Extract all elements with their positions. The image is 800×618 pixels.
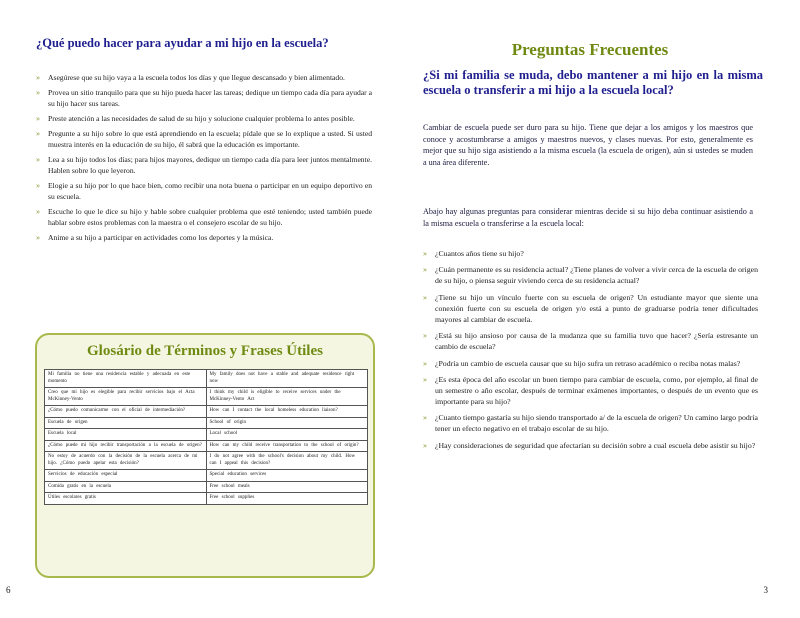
english-term: Free school meals xyxy=(206,481,368,493)
glossary-table xyxy=(44,369,368,505)
tips-list xyxy=(36,72,372,247)
table-row xyxy=(45,493,368,505)
english-term: School of origin xyxy=(206,417,368,429)
english-term: My family does not have a stable and adequate residence right now xyxy=(206,370,368,388)
double-chevron-icon: » xyxy=(36,129,40,138)
double-chevron-icon: » xyxy=(423,292,427,302)
english-term: I think my child is eligible to receive services under the McKinney-Vento Act xyxy=(206,388,368,406)
english-term: Local school xyxy=(206,429,368,441)
list-item: » ¿Es esta época del año escolar un buen tiempo para cambiar de escuela, como, por ejemplo, al final de un semestre o año escolar, después de terminar exámenes importantes, o después de un evento que es importante para su hijo? xyxy=(423,374,758,406)
double-chevron-icon: » xyxy=(423,413,427,423)
questions-list xyxy=(423,248,758,456)
english-term: How can I contact the local homeless education liaison? xyxy=(206,406,368,418)
main-question: ¿Si mi familia se muda, debo mantener a mi hijo en la misma escuela o transferir a mi hijo a la escuela local? xyxy=(423,68,763,97)
list-item: » ¿Cuantos años tiene su hijo? xyxy=(423,249,524,258)
table-row xyxy=(45,417,368,429)
glossary-box xyxy=(35,333,375,578)
list-item: » Lea a su hijo todos los días; para hijos mayores, dedique un tiempo cada día para leer juntos mentalmente. Hablen sobre lo que leyeron. xyxy=(36,155,372,175)
double-chevron-icon: » xyxy=(36,155,40,164)
page-number-left: 6 xyxy=(6,585,11,595)
double-chevron-icon: » xyxy=(423,249,427,258)
spanish-term: Mi familia no tiene una residencia estable y adecuada en este momento xyxy=(45,370,207,388)
spanish-term: ¿Cómo puedo comunicarme con el oficial de intermediación? xyxy=(45,406,207,418)
double-chevron-icon: » xyxy=(36,181,40,190)
list-item: » ¿Cuanto tiempo gastaría su hijo siendo transportado a/ de la escuela de origen? Un camino largo podría tener un efecto negativo en el trabajo escolar de su hijo. xyxy=(423,413,758,434)
table-row xyxy=(45,440,368,452)
english-term: I do not agree with the school's decision about my child. How can I appeal this decision? xyxy=(206,452,368,470)
left-heading: ¿Qué puedo hacer para ayudar a mi hijo en la escuela? xyxy=(36,36,329,50)
considerations-paragraph: Abajo hay algunas preguntas para considerar mientras decide si su hijo deba continuar asistiendo a la misma escuela o transferirse a la escuela local: xyxy=(423,207,753,228)
list-item: » Provea un sitio tranquilo para que su hijo pueda hacer las tareas; dedique un tiempo cada día para ayudar a su hijo hacer sus tareas. xyxy=(36,88,372,108)
double-chevron-icon: » xyxy=(423,265,427,275)
double-chevron-icon: » xyxy=(36,233,40,242)
english-term: How can my child receive transportation to the school of origin? xyxy=(206,440,368,452)
list-item: » Escuche lo que le dice su hijo y hable sobre cualquier problema que esté teniendo; usted también puede hablar sobre estos problemas con la maestra o el consejero escolar de su hijo. xyxy=(36,207,372,227)
glossary-title: Glosário de Términos y Frases Útiles xyxy=(87,343,323,359)
spanish-term: Creo que mi hijo es elegible para recibir servicios bajo el Acta McKinney-Vento xyxy=(45,388,207,406)
table-row xyxy=(45,388,368,406)
list-item: » ¿Cuán permanente es su residencia actual? ¿Tiene planes de volver a vivir cerca de la escuela de origen de su hijo, o piensa seguir viviendo cerca de su residencia actual? xyxy=(423,265,758,286)
page-number-right: 3 xyxy=(763,585,768,595)
list-item: » ¿Hay consideraciones de seguridad que afectarían su decisión sobre a cual escuela debe asistir su hijo? xyxy=(423,440,756,450)
spanish-term: Servicios de educación especial xyxy=(45,470,207,482)
table-row xyxy=(45,481,368,493)
english-term: Special education services xyxy=(206,470,368,482)
double-chevron-icon: » xyxy=(36,114,40,123)
list-item: » Preste atención a las necesidades de salud de su hijo y solucione cualquier problema lo antes posible. xyxy=(36,114,355,123)
right-page xyxy=(400,0,800,618)
list-item: » Anime a su hijo a participar en actividades como los deportes y la música. xyxy=(36,233,274,242)
double-chevron-icon: » xyxy=(36,88,40,97)
list-item: » ¿Tiene su hijo un vínculo fuerte con su escuela de origen? Un estudiante mayor que siente una conexión fuerte con su escuela de origen y/o está a punto de graduarse podría tener dificultades mayores al cambiar de escuela. xyxy=(423,292,758,324)
table-row xyxy=(45,370,368,388)
double-chevron-icon: » xyxy=(423,358,427,368)
table-row xyxy=(45,452,368,470)
spanish-term: ¿Cómo puede mi hijo recibir transportación a la escuela de origen? xyxy=(45,440,207,452)
spanish-term: Escuela de origen xyxy=(45,417,207,429)
list-item: » Pregunte a su hijo sobre lo que está aprendiendo en la escuela; pídale que se lo explique a usted. Si usted muestra interés en la educación de su hijo, él sabrá que la educación es importante. xyxy=(36,129,372,149)
table-row xyxy=(45,470,368,482)
table-row xyxy=(45,406,368,418)
list-item: » Asegúrese que su hijo vaya a la escuela todos los días y que llegue descansado y bien alimentado. xyxy=(36,73,345,82)
right-title: Preguntas Frecuentes xyxy=(511,40,669,59)
list-item: » Elogie a su hijo por lo que hace bien, como recibir una nota buena o participar en un equipo deportivo en su escuela. xyxy=(36,181,372,201)
double-chevron-icon: » xyxy=(36,73,40,82)
spanish-term: No estoy de acuerdo con la decisión de la escuela acerca de mi hijo. ¿Cómo puedo apelar esta decisión? xyxy=(45,452,207,470)
list-item: » ¿Podría un cambio de escuela causar que su hijo sufra un retraso académico o reciba notas malas? xyxy=(423,358,741,368)
double-chevron-icon: » xyxy=(36,207,40,216)
double-chevron-icon: » xyxy=(423,331,427,341)
spanish-term: Comida gratis en la escuela xyxy=(45,481,207,493)
table-row xyxy=(45,429,368,441)
spanish-term: Útiles escolares gratis xyxy=(45,493,207,505)
double-chevron-icon: » xyxy=(423,440,427,450)
double-chevron-icon: » xyxy=(423,374,427,384)
list-item: » ¿Está su hijo ansioso por causa de la mudanza que su familia tuvo que hacer? ¿Sería estresante un cambio de escuela? xyxy=(423,331,758,352)
english-term: Free school supplies xyxy=(206,493,368,505)
spanish-term: Escuela local xyxy=(45,429,207,441)
intro-paragraph: Cambiar de escuela puede ser duro para su hijo. Tiene que dejar a los amigos y los maestros que conoce y acostumbrarse a amigos y maestros nuevos, y clases nuevas. Por esto, generalmente es mejor que su hijo siga asistiendo a la misma escuela (la escuela de origen), aún si ustedes se muden a una área diferente. xyxy=(423,123,753,167)
